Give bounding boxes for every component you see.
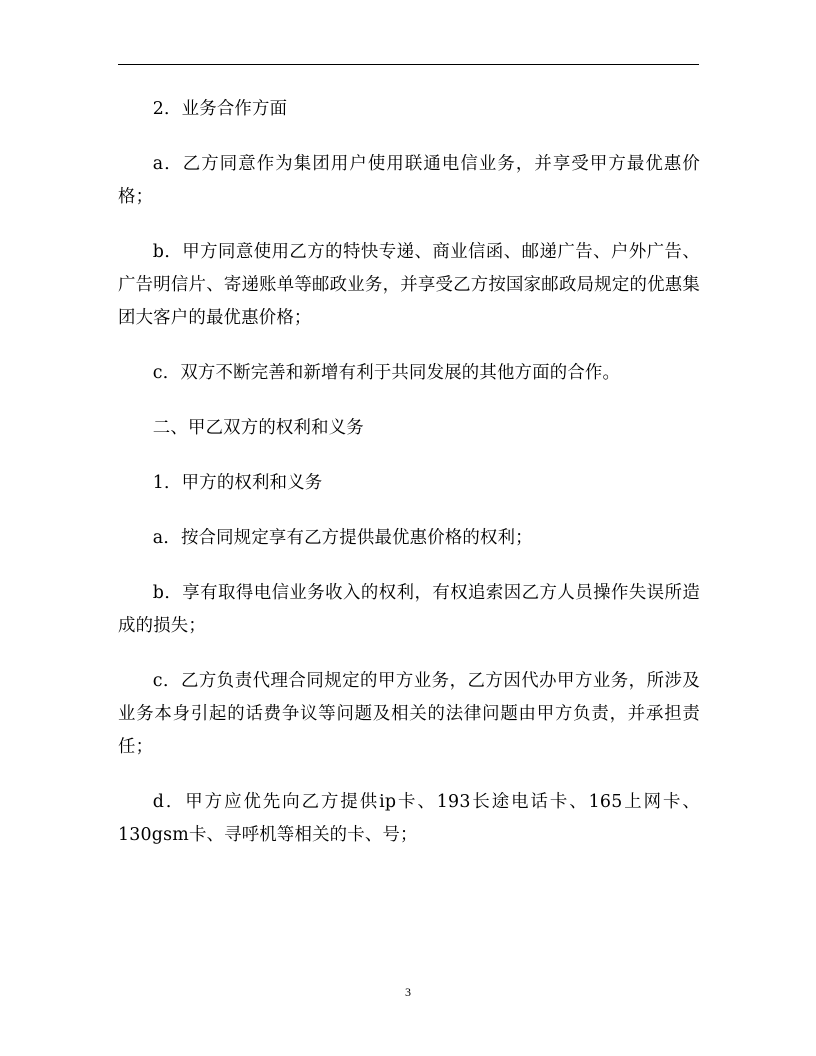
- paragraph-business-cooperation-heading: 2．业务合作方面: [152, 99, 288, 119]
- paragraph-clause-c: c．双方不断完善和新增有利于共同发展的其他方面的合作。: [152, 363, 621, 383]
- paragraph-clause-b: b．甲方同意使用乙方的特快专递、商业信函、邮递广告、户外广告、广告明信片、寄递账单等邮政业务，并享受乙方按国家邮政局规定的优惠集团大客户的最优惠价格；: [118, 242, 700, 328]
- subsection-heading-party-a: 1．甲方的权利和义务: [152, 473, 323, 493]
- paragraph-party-a-clause-a: a．按合同规定享有乙方提供最优惠价格的权利；: [152, 528, 533, 548]
- paragraph-party-a-clause-d: d．甲方应优先向乙方提供ip卡、193长途电话卡、165上网卡、130gsm卡、寻呼机等相关的卡、号；: [118, 792, 700, 845]
- paragraph-party-a-clause-c: c．乙方负责代理合同规定的甲方业务，乙方因代办甲方业务，所涉及业务本身引起的话费争议等问题及相关的法律问题由甲方负责，并承担责任；: [118, 671, 700, 757]
- paragraph-party-a-clause-b: b．享有取得电信业务收入的权利，有权追索因乙方人员操作失误所造成的损失；: [118, 583, 700, 636]
- paragraph-clause-a: a．乙方同意作为集团用户使用联通电信业务，并享受甲方最优惠价格；: [118, 154, 700, 207]
- header-rule: [118, 64, 699, 65]
- document-body: [118, 93, 700, 874]
- section-heading-rights-obligations: 二、甲乙双方的权利和义务: [152, 418, 364, 438]
- page-number: 3: [405, 985, 411, 999]
